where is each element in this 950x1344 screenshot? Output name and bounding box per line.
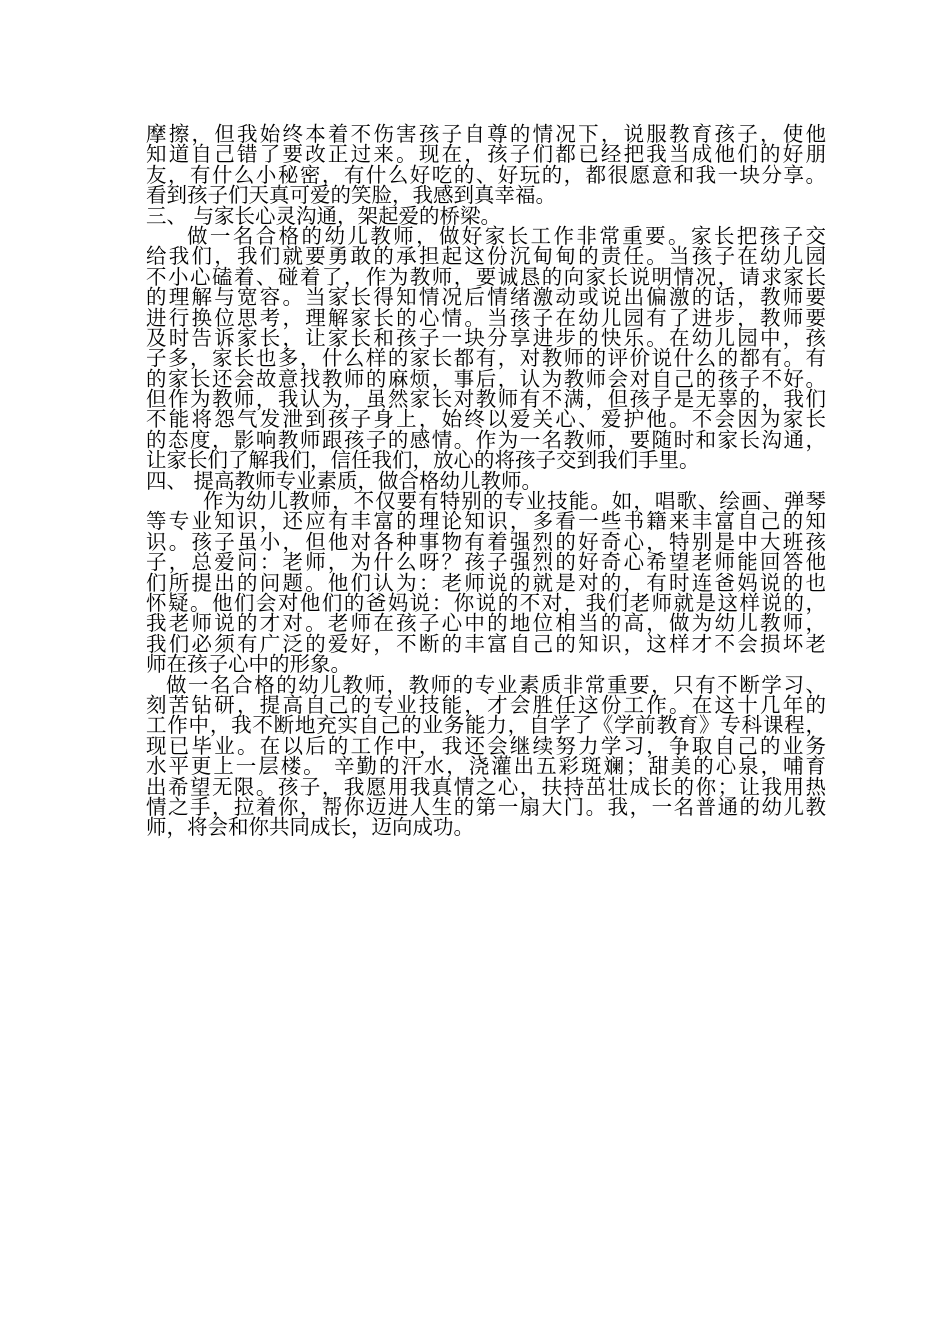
text-line: 摩擦，但我始终本着不伤害孩子自尊的情况下，说服教育孩子，使他 <box>146 122 826 146</box>
text-line: 给我们，我们就要勇敢的承担起这份沉甸甸的责任。当孩子在幼儿园 <box>146 244 826 269</box>
text-line: 三、 与家长心灵沟通，架起爱的桥梁。 <box>146 203 502 228</box>
text-line: 情之手，拉着你，帮你迈进人生的第一扇大门。我，一名普通的幼儿教 <box>146 794 826 819</box>
text-line: 的理解与宽容。当家长得知情况后情绪激动或说出偏激的话，教师要 <box>146 285 826 310</box>
text-line: 知道自己错了要改正过来。现在，孩子们都已经把我当成他们的好朋 <box>146 142 826 167</box>
text-line: 的态度，影响教师跟孩子的感情。作为一名教师，要随时和家长沟通， <box>146 427 826 452</box>
text-line: 工作中，我不断地充实自己的业务能力，自学了《学前教育》专科课程， <box>146 713 826 738</box>
text-line: 四、 提高教师专业素质，做合格幼儿教师。 <box>146 468 543 493</box>
text-line: 作为幼儿教师，不仅要有特别的专业技能。如，唱歌、绘画、弹琴 <box>203 489 826 514</box>
text-line: 识。孩子虽小，但他对各种事物有着强烈的好奇心，特别是中大班孩 <box>146 529 826 554</box>
text-line: 友，有什么小秘密，有什么好吃的、好玩的，都很愿意和我一块分享。 <box>146 162 826 187</box>
text-line: 们所提出的问题。他们认为：老师说的就是对的，有时连爸妈说的也 <box>146 570 826 595</box>
text-line: 做一名合格的幼儿教师，教师的专业素质非常重要，只有不断学习、 <box>166 672 826 697</box>
text-line: 不能将怨气发泄到孩子身上，始终以爱关心、爱护他。不会因为家长 <box>146 407 826 432</box>
text-line: 怀疑。他们会对他们的爸妈说：你说的不对，我们老师就是这样说的， <box>146 590 826 615</box>
text-line: 师，将会和你共同成长，迈向成功。 <box>146 815 474 840</box>
text-line: 现已毕业。在以后的工作中，我还会继续努力学习，争取自己的业务 <box>146 733 826 758</box>
text-line: 但作为教师，我认为，虽然家长对教师有不满，但孩子是无辜的，我们 <box>146 387 826 412</box>
document-body <box>146 124 826 838</box>
text-line: 出希望无限。孩子，我愿用我真情之心，扶持茁壮成长的你；让我用热 <box>146 774 826 799</box>
text-line: 我们必须有广泛的爱好，不断的丰富自己的知识，这样才不会损坏老 <box>146 631 826 656</box>
text-line: 看到孩子们天真可爱的笑脸，我感到真幸福。 <box>146 183 556 208</box>
text-line: 不小心磕着、碰着了，作为教师，要诚恳的向家长说明情况，请求家长 <box>146 264 826 289</box>
text-line: 做一名合格的幼儿教师，做好家长工作非常重要。家长把孩子交 <box>187 223 826 248</box>
text-line: 进行换位思考，理解家长的心情。当孩子在幼儿园有了进步，教师要 <box>146 305 826 330</box>
text-line: 让家长们了解我们，信任我们，放心的将孩子交到我们手里。 <box>146 448 700 473</box>
text-line: 我老师说的才对。老师在孩子心中的地位相当的高，做为幼儿教师， <box>146 611 826 636</box>
text-line: 子多，家长也多，什么样的家长都有，对教师的评价说什么的都有。有 <box>146 346 826 371</box>
text-line: 师在孩子心中的形象。 <box>146 652 351 677</box>
text-line: 水平更上一层楼。 辛勤的汗水，浇灌出五彩斑斓；甜美的心泉，哺育 <box>146 754 826 779</box>
text-line: 及时告诉家长，让家长和孩子一块分享进步的快乐。在幼儿园中，孩 <box>146 325 826 350</box>
text-line: 等专业知识，还应有丰富的理论知识，多看一些书籍来丰富自己的知 <box>146 509 826 534</box>
text-line: 子，总爱问：老师，为什么呀？孩子强烈的好奇心希望老师能回答他 <box>146 550 826 575</box>
text-line: 的家长还会故意找教师的麻烦，事后，认为教师会对自己的孩子不好。 <box>146 366 826 391</box>
text-line: 刻苦钻研，提高自己的专业技能，才会胜任这份工作。在这十几年的 <box>146 692 826 717</box>
